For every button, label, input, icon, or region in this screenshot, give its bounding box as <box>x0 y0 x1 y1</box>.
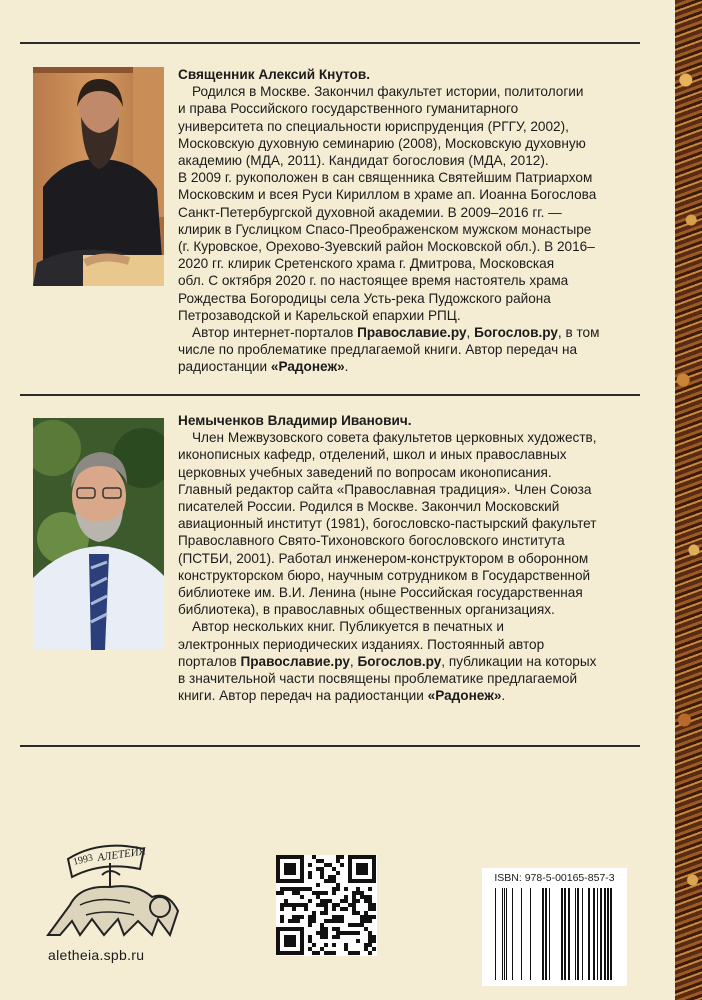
bio-line: библиотека), в православных общественных организациях. <box>178 602 555 618</box>
logo-text: АЛЕТЕЙЯ <box>96 845 147 864</box>
bio-line: и права Российского государственного гуманитарного <box>178 101 519 117</box>
bio-line: 2020 гг. клирик Сретенского храма г. Дмитрова, Московская <box>178 256 555 272</box>
barcode <box>491 888 618 980</box>
bio-portals-line <box>178 324 638 341</box>
bio-line: иконописных кафедр, отделений, школ и иных православных <box>178 447 567 463</box>
divider-top <box>20 42 640 44</box>
bio-radio-line <box>178 358 638 375</box>
bio-line: электронных периодических изданиях. Постоянный автор <box>178 636 545 652</box>
portal-bogoslov: Богослов.ру <box>474 325 558 341</box>
publisher-logo-icon <box>40 835 190 955</box>
bio-text: , в том <box>557 325 600 341</box>
bio-line: клирик в Гуслицком Спасо-Преображенском мужском монастыре <box>178 221 592 237</box>
portal-pravoslavie: Православие.ру <box>240 653 350 669</box>
bio-line: числе по проблематике предлагаемой книги. Автор передач на <box>178 342 578 358</box>
bio-line: Главный редактор сайта «Православная традиция». Член Союза <box>178 481 592 497</box>
bio-portals-line <box>178 653 638 670</box>
author-bio-knutov <box>178 66 638 376</box>
bio-line: академию (МДА, 2011). Кандидат богословия (МДА, 2012). <box>178 153 549 169</box>
bio-line: В 2009 г. рукоположен в сан священника Святейшим Патриархом <box>178 170 593 186</box>
bio-text: . <box>501 688 506 704</box>
bio-line: Автор нескольких книг. Публикуется в печатных и <box>192 619 504 635</box>
bio-line: Член Межвузовского совета факультетов церковных художеств, <box>192 430 597 446</box>
bio-text: . <box>344 359 349 375</box>
author-photo-nemychenkov <box>33 418 164 650</box>
bio-text: , публикации на которых <box>441 653 597 669</box>
logo-year: 1993 <box>72 852 95 868</box>
bio-line: писателей России. Родился в Москве. Закончил Московский <box>178 499 560 515</box>
bio-line: Московским и всея Руси Кириллом в храме ап. Иоанна Богослова <box>178 187 597 203</box>
bio-line: Санкт-Петербургской духовной академии. В 2009–2016 гг. — <box>178 204 562 220</box>
author-name: Священник Алексий Кнутов. <box>178 67 370 82</box>
portal-bogoslov: Богослов.ру <box>357 653 442 669</box>
bio-text: порталов <box>178 653 241 669</box>
bio-line: (г. Куровское, Орехово-Зуевский район Московской обл.). В 2016– <box>178 239 595 255</box>
isbn-barcode-box <box>482 868 627 986</box>
bio-line: авиационный институт (1981), богословско-пастырский факультет <box>178 516 597 532</box>
bio-line: библиотеке им. В.И. Ленина (ныне Российская государственная <box>178 585 583 601</box>
publisher-site: aletheia.spb.ru <box>48 947 145 963</box>
author-name: Немыченков Владимир Иванович. <box>178 413 412 428</box>
bio-line: Московскую духовную семинарию (2008), Московскую духовную <box>178 135 586 151</box>
bio-line: Православного Свято-Тихоновского богословского института <box>178 533 565 549</box>
bio-line: обл. С октября 2020 г. по настоящее время настоятель храма <box>178 273 569 289</box>
bio-line: конструкторском бюро, научным сотрудником в Государственной <box>178 567 591 583</box>
radio-radonezh: «Радонеж» <box>270 359 345 375</box>
bio-text: Автор интернет-порталов <box>192 325 358 341</box>
qr-code <box>276 855 377 956</box>
bio-line: в значительной части посвящены проблематике предлагаемой <box>178 671 578 687</box>
author-photo-knutov <box>33 67 164 286</box>
bio-text: книги. Автор передач на радиостанции <box>178 688 428 704</box>
portal-pravoslavie: Православие.ру <box>357 325 467 341</box>
bio-line: Рождества Богородицы села Усть-река Пудожского района <box>178 290 551 306</box>
bio-line: церковных учебных заведений по вопросам иконописания. <box>178 464 552 480</box>
mosaic-edge-decoration <box>675 0 702 1000</box>
bio-radio-line <box>178 687 638 704</box>
bio-text: , <box>349 653 358 669</box>
author-bio-nemychenkov <box>178 412 638 704</box>
bio-text: радиостанции <box>178 359 271 375</box>
isbn-text: ISBN: 978-5-00165-857-3 <box>494 872 615 884</box>
bio-line: Петрозаводской и Карельской епархии РПЦ. <box>178 307 461 323</box>
bio-line: университета по специальности юриспруденция (РГГУ, 2002), <box>178 118 569 134</box>
bio-line: (ПСТБИ, 2001). Работал инженером-конструктором в оборонном <box>178 550 589 566</box>
divider-bottom <box>20 745 640 747</box>
bio-text: , <box>466 325 475 341</box>
divider-middle <box>20 394 640 396</box>
radio-radonezh: «Радонеж» <box>427 688 502 704</box>
bio-line: Родился в Москве. Закончил факультет истории, политологии <box>192 84 584 100</box>
